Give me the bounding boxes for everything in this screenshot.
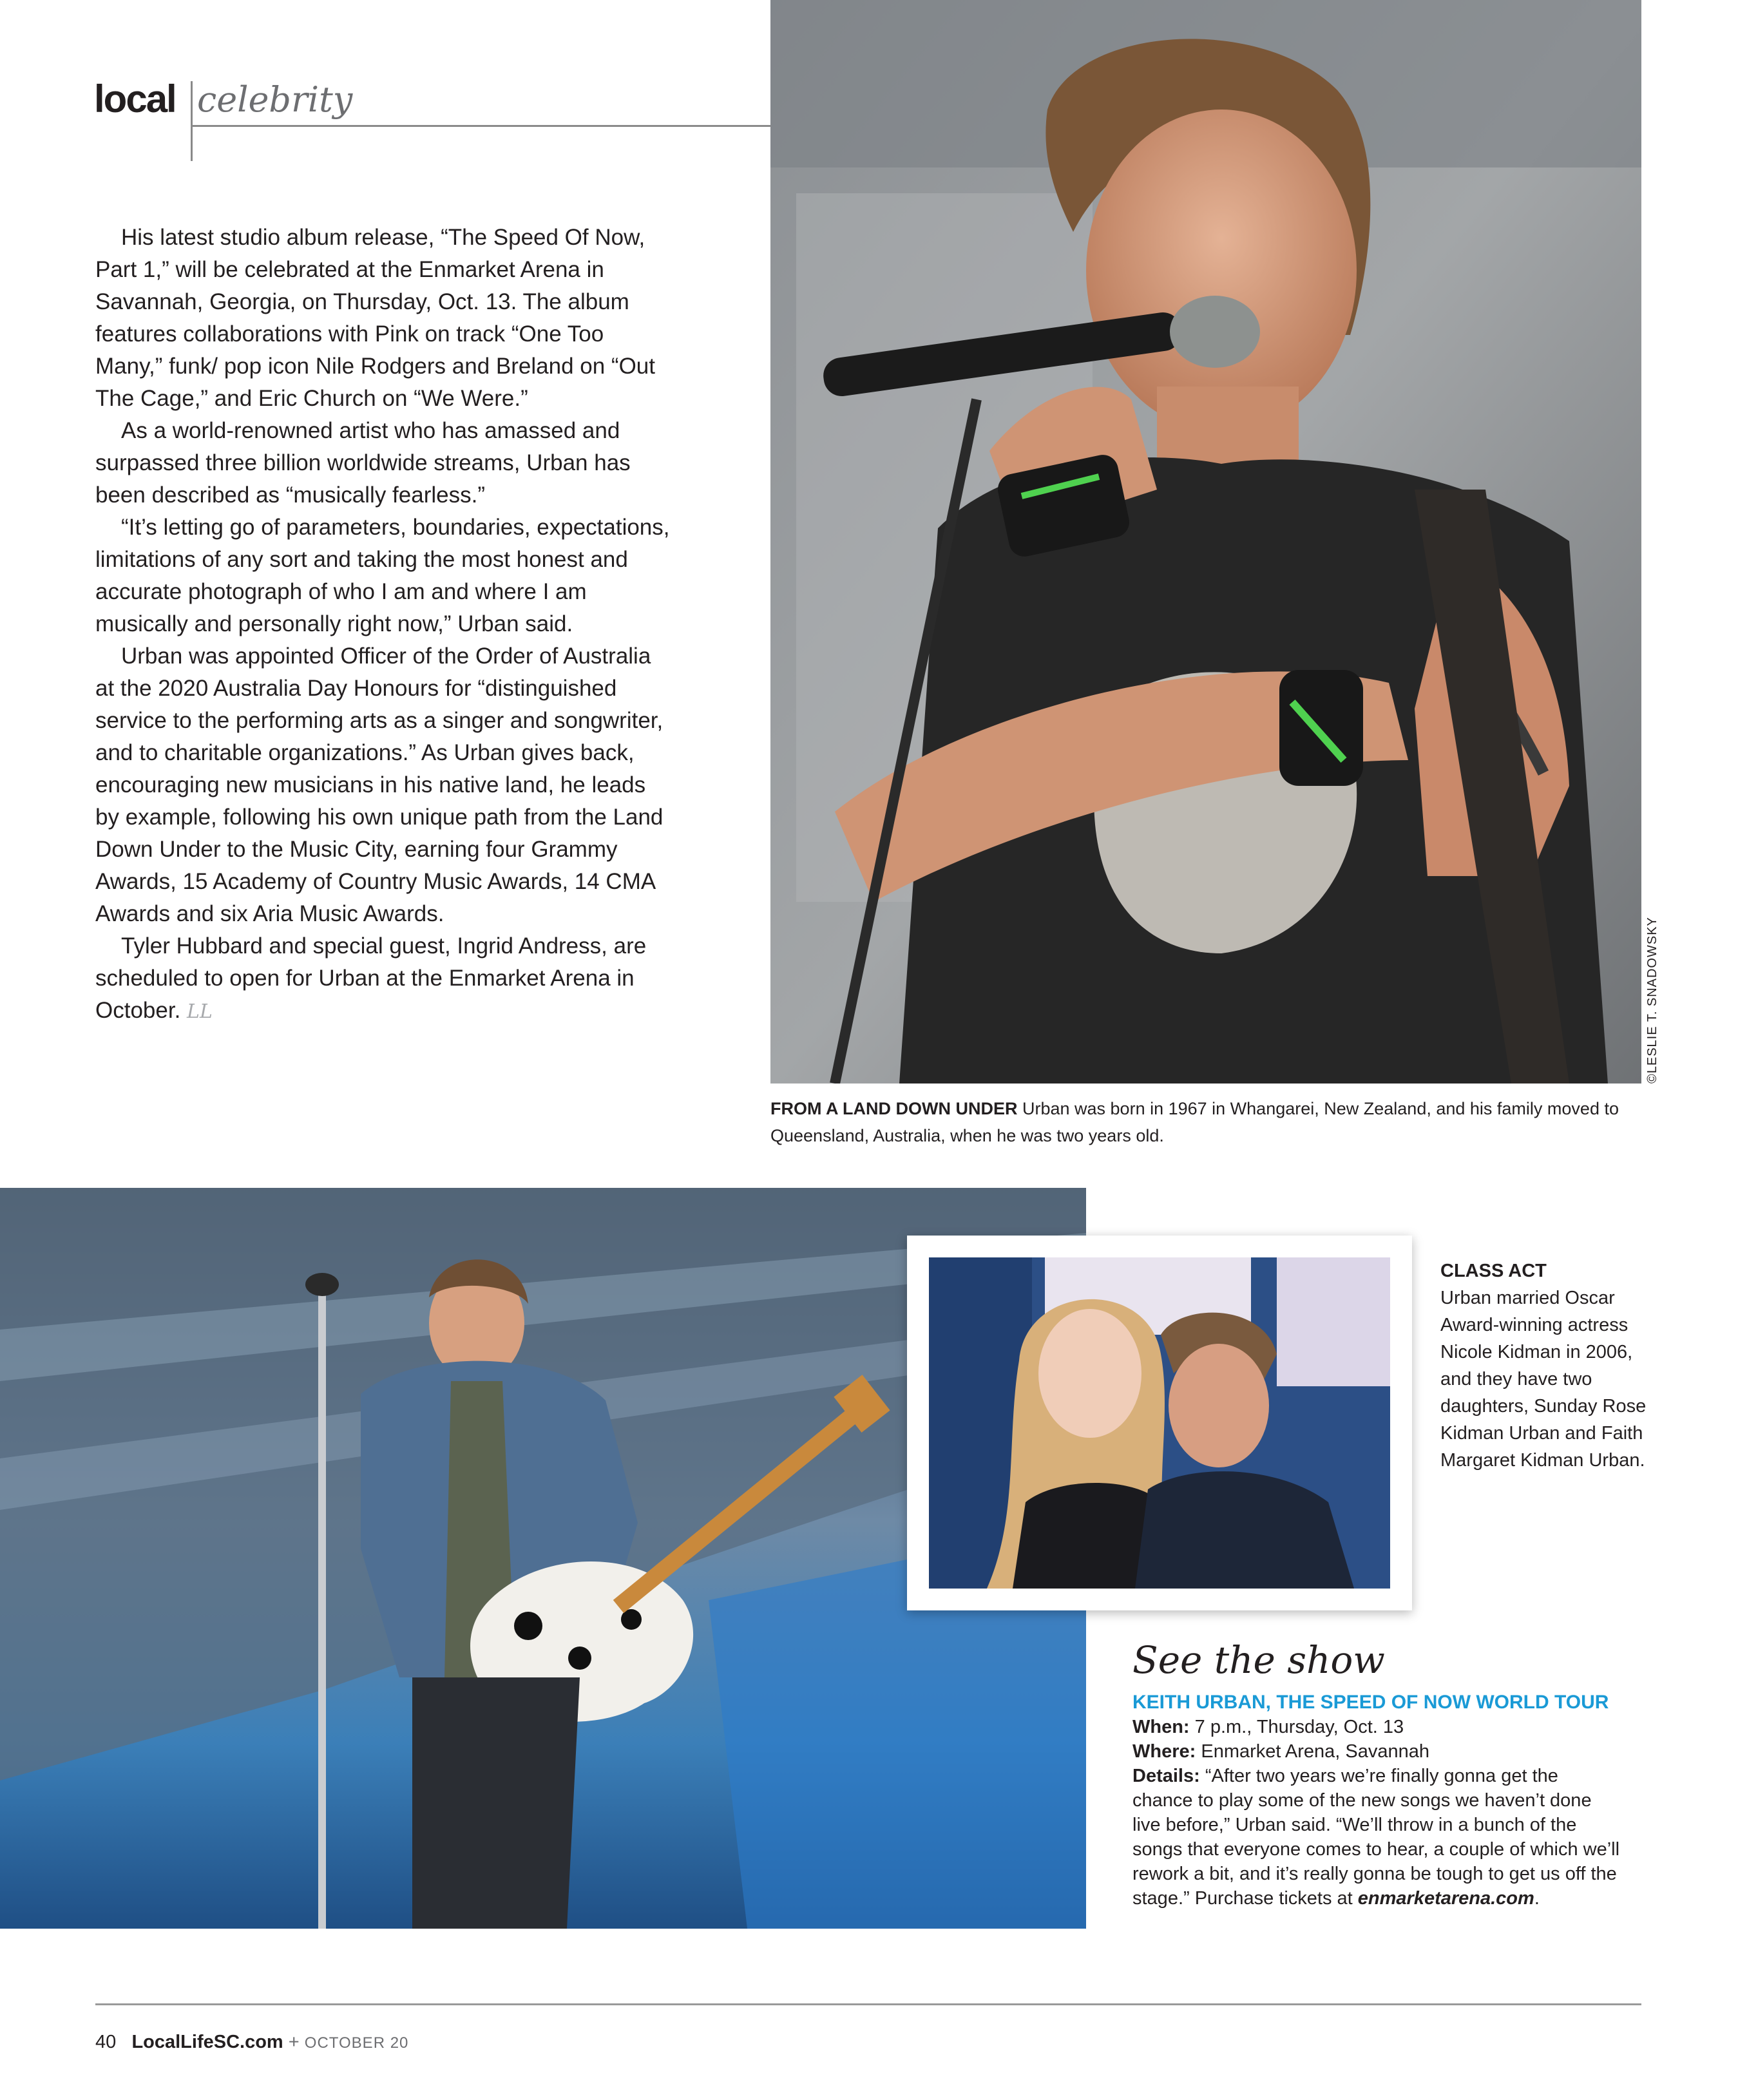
caption-side (1440, 1257, 1653, 1474)
article-paragraph: Urban was appointed Officer of the Order of Australia at the 2020 Australia Day Honours for “distinguished service to the performing arts as a singer and songwriter, and to charitable organizations.” As Urban gives back, encouraging new musicians in his native land, he leads by example, following his own unique path from the Land Down Under to the Music City, earning four Grammy Awards, 15 Academy of Country Music Awards, 14 CMA Awards and six Aria Music Awards. (95, 644, 664, 926)
page-number: 40 (95, 2032, 117, 2052)
details-value: “After two years we’re finally gonna get the chance to play some of the new songs we haven’t done live before,” Urban said. “We’ll throw in a bunch of the songs that everyone comes to hear, a couple of which we’ll rework a bit, and it’s really gonna be tough to get us off the stage.” Purchase tickets at (1132, 1766, 1620, 1909)
details-label: Details: (1132, 1766, 1200, 1786)
see-the-show-box (1132, 1690, 1622, 1911)
article-paragraph: As a world-renowned artist who has amassed and surpassed three billion worldwide streams, Urban has been described as “musically fearless.” (95, 418, 631, 508)
footer (95, 2033, 408, 2052)
footer-separator: + (288, 2032, 300, 2052)
section-label: local (94, 77, 176, 120)
photo-credit: ©LESLIE T. SNADOWSKY (1645, 917, 1659, 1083)
see-the-show-title: See the show (1132, 1638, 1385, 1682)
subsection-label: celebrity (197, 79, 353, 120)
footer-site[interactable]: LocalLifeSC.com (131, 2032, 283, 2052)
article-paragraph: His latest studio album release, “The Speed Of Now, Part 1,” will be celebrated at the Enmarket Arena in Savannah, Georgia, on Thursday, Oct. 13. The album features collaborations with Pink on track “One Too Many,” funk/ pop icon Nile Rodgers and Breland on “Out The Cage,” and Eric Church on “We Were.” (95, 225, 655, 411)
caption-side-text: Urban married Oscar Award-winning actress Nicole Kidman in 2006, and they have two daughters, Sunday Rose Kidman Urban and Faith Margaret Kidman Urban. (1440, 1288, 1647, 1471)
details-end: . (1534, 1888, 1540, 1909)
event-details (1132, 1764, 1622, 1911)
event-name: KEITH URBAN, THE SPEED OF NOW WORLD TOUR (1132, 1692, 1609, 1713)
when-value: 7 p.m., Thursday, Oct. 13 (1194, 1717, 1404, 1737)
event-where (1132, 1739, 1622, 1764)
where-value: Enmarket Arena, Savannah (1201, 1741, 1430, 1762)
photo-singer-microphone-image (770, 0, 1641, 1083)
article-paragraph-last (95, 930, 675, 1028)
photo-couple-image (929, 1257, 1390, 1589)
caption-main-title: FROM A LAND DOWN UNDER (770, 1099, 1018, 1118)
header-divider-vertical (191, 81, 193, 161)
event-when (1132, 1715, 1622, 1739)
footer-rule (95, 2003, 1641, 2005)
where-label: Where: (1132, 1741, 1196, 1762)
header-rule (191, 125, 772, 127)
photo-couple (929, 1257, 1390, 1589)
tickets-link[interactable]: enmarketarena.com (1357, 1888, 1534, 1909)
article-paragraph: Tyler Hubbard and special guest, Ingrid Andress, are scheduled to open for Urban at the Enmarket Arena in October. (95, 933, 647, 1023)
caption-side-title: CLASS ACT (1440, 1261, 1547, 1281)
article-body (95, 222, 675, 1028)
end-mark: LL (187, 1000, 213, 1023)
article-paragraph: “It’s letting go of parameters, boundaries, expectations, limitations of any sort and taking the most honest and accurate photograph of who I am and where I am musically and personally right now,” Urban said. (95, 515, 670, 636)
photo-singer-microphone (770, 0, 1641, 1083)
caption-main (770, 1095, 1621, 1149)
footer-month: OCTOBER 20 (304, 2034, 409, 2052)
caption-main-text: Urban was born in 1967 in Whangarei, New Zealand, and his family moved to Queensland, Australia, when he was two years old. (770, 1099, 1619, 1145)
when-label: When: (1132, 1717, 1190, 1737)
